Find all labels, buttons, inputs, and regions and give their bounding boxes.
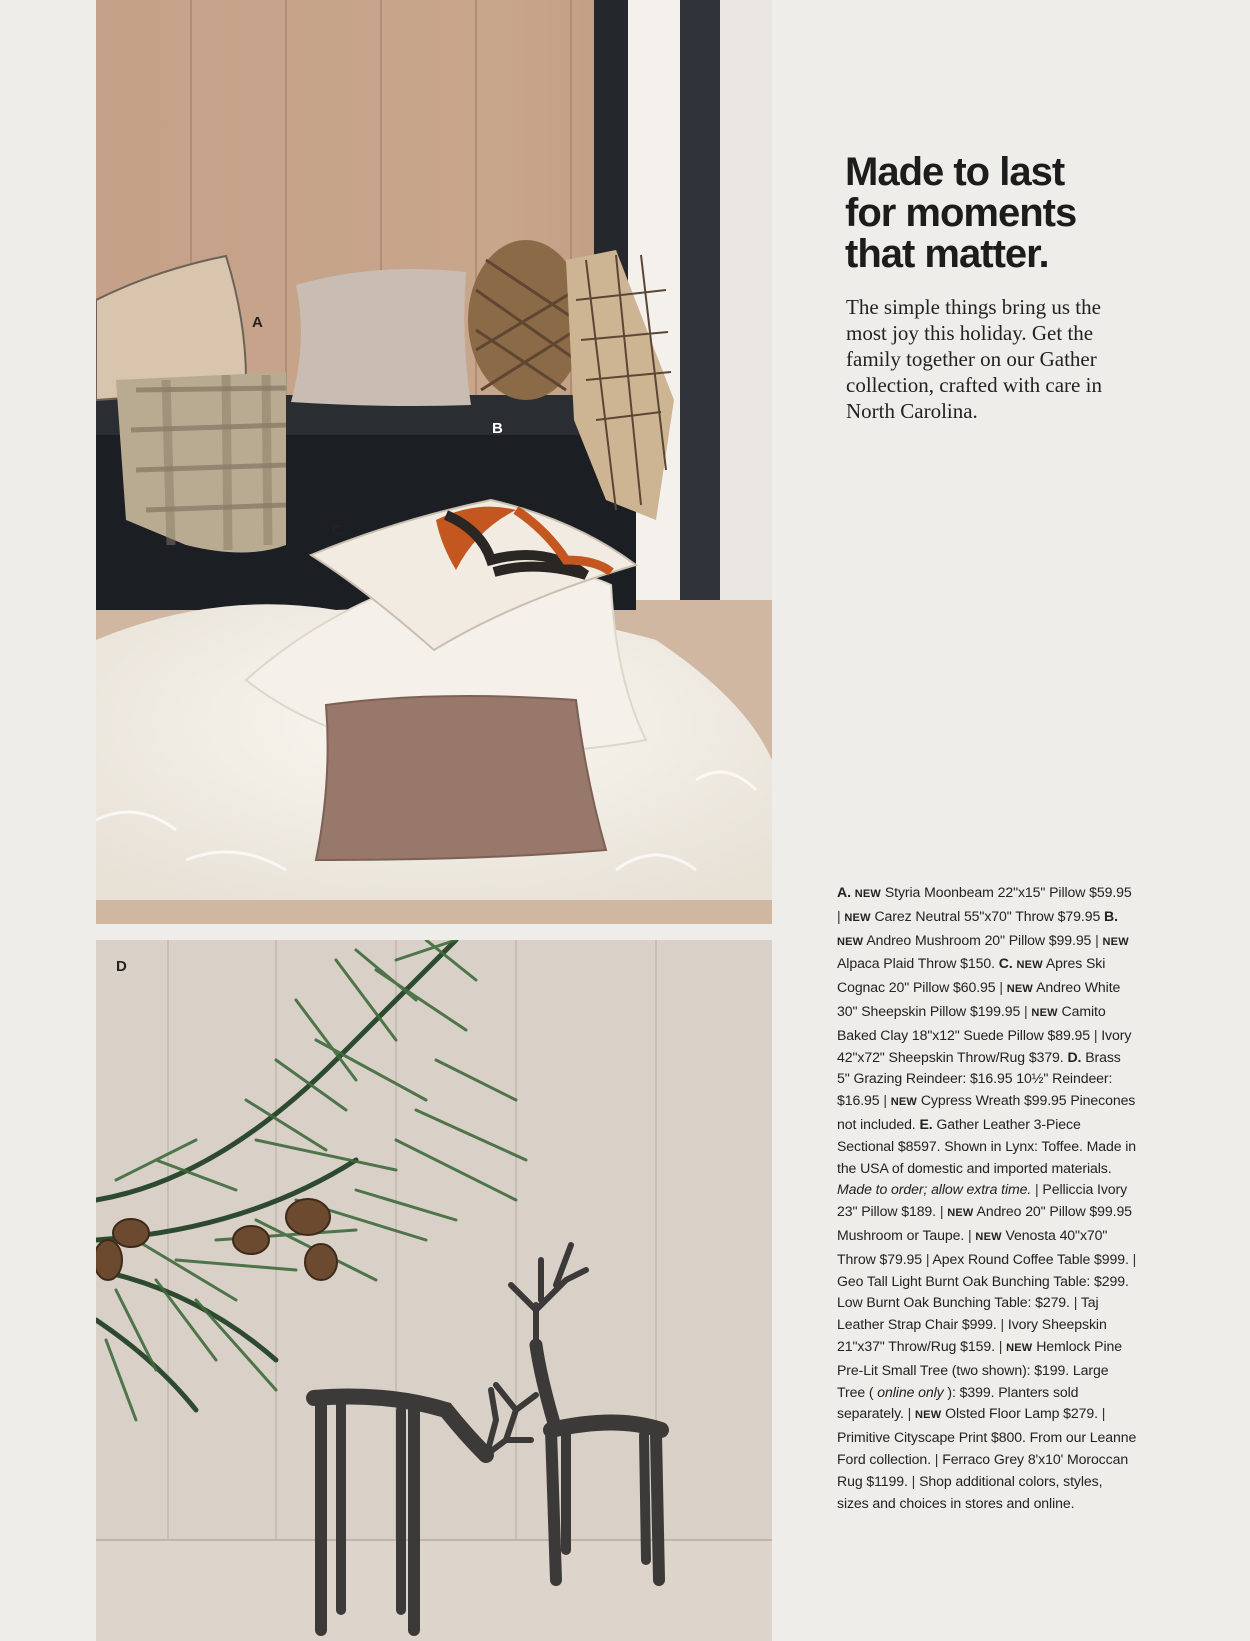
living-room-scene <box>96 0 772 924</box>
credit-separator: | <box>907 1405 912 1422</box>
credit-text: Carez Neutral 55"x70" Throw $79.95 <box>874 907 1101 924</box>
wreath-reindeer-scene <box>96 940 772 1641</box>
top-photo <box>96 0 772 924</box>
credit-separator: | <box>1095 931 1099 948</box>
photo-label-b: B <box>492 420 503 437</box>
credit-separator: | <box>1101 1405 1106 1422</box>
credit-letter: C. <box>998 955 1013 972</box>
credit-text: ): $399. Planters sold separately. <box>837 1383 1079 1422</box>
headline-line-3: that matter. <box>845 232 1049 276</box>
intro-copy: The simple things bring us the most joy this holiday. Get the family together on our Gather collection, crafted with care in North Carolina. <box>846 295 1102 423</box>
credit-separator: | <box>999 979 1003 996</box>
credit-separator: | <box>1073 1294 1078 1311</box>
credit-separator: | <box>998 1337 1003 1354</box>
credit-separator: | <box>934 1450 939 1467</box>
credit-entry <box>926 1251 1133 1267</box>
credit-text: Styria Moonbeam 22"x15" Pillow $59.95 <box>884 884 1132 900</box>
credit-letter: E. <box>919 1115 933 1132</box>
photo-label-d: D <box>116 958 127 975</box>
credit-text: Apres Ski Cognac 20" Pillow $60.95 <box>837 955 1106 996</box>
credit-note: online only <box>877 1383 944 1400</box>
new-badge: NEW <box>890 1096 917 1109</box>
credit-separator: | <box>1000 1316 1005 1333</box>
new-badge: NEW <box>1006 983 1034 996</box>
credit-note: Made to order; allow extra time. <box>837 1181 1032 1198</box>
credit-separator: | <box>1024 1002 1028 1019</box>
credit-separator: | <box>968 1226 972 1243</box>
credit-text: Pelliccia Ivory 23" Pillow $189. <box>837 1181 1128 1220</box>
credit-entry <box>837 884 1132 900</box>
credit-separator: | <box>883 1092 887 1109</box>
credit-separator: | <box>837 907 841 924</box>
credit-text: Brass 5" Grazing Reindeer: $16.95 10½" Reindeer: $16.95 <box>837 1048 1121 1109</box>
credit-text: Ivory Sheepskin 21"x37" Throw/Rug $159. <box>837 1316 1107 1354</box>
credit-separator: | <box>911 1472 916 1489</box>
headline-line-1: Made to last <box>845 150 1065 194</box>
new-badge: NEW <box>1102 935 1129 948</box>
credit-separator: | <box>939 1203 944 1220</box>
credit-text: Cypress Wreath $99.95 Pinecones not included. <box>837 1092 1136 1132</box>
credit-text: Shop additional colors, styles, sizes and choices in stores and online. <box>837 1472 1103 1511</box>
credit-text: Camito Baked Clay 18"x12" Suede Pillow $89.95 <box>837 1002 1106 1043</box>
credit-text: Alpaca Plaid Throw $150. <box>837 955 995 972</box>
photo-label-c: C <box>332 522 343 539</box>
new-badge: NEW <box>1031 1006 1058 1019</box>
new-badge: NEW <box>1016 959 1043 972</box>
new-badge: NEW <box>837 935 864 948</box>
credit-text: Geo Tall Light Burnt Oak Bunching Table: $299. Low Burnt Oak Bunching Table: $279. <box>837 1272 1129 1311</box>
credit-text: Venosta 40"x70" Throw $79.95 <box>837 1226 1108 1267</box>
credit-text: Hemlock Pine Pre-Lit Small Tree (two shown): $199. Large Tree ( <box>837 1337 1122 1400</box>
new-badge: NEW <box>975 1230 1002 1243</box>
credit-text: Andreo 20" Pillow $99.95 Mushroom or Taupe. <box>837 1203 1132 1243</box>
credit-letter: D. <box>1067 1048 1082 1065</box>
credit-text: Andreo White 30" Sheepskin Pillow $199.95 <box>837 979 1121 1019</box>
credit-entry <box>908 1405 1102 1421</box>
credit-text: Ferraco Grey 8'x10' Moroccan Rug $1199. <box>837 1450 1129 1489</box>
credit-text: Andreo Mushroom 20" Pillow $99.95 <box>866 931 1092 948</box>
credit-entry <box>837 908 1104 924</box>
credit-text: Apex Round Coffee Table $999. <box>932 1250 1129 1267</box>
new-badge: NEW <box>915 1409 942 1422</box>
credit-text: Olsted Floor Lamp $279. <box>945 1405 1098 1422</box>
headline-line-2: for moments <box>845 191 1077 235</box>
new-badge: NEW <box>947 1207 974 1220</box>
credit-text: Ivory 42"x72" Sheepskin Throw/Rug $379. <box>837 1026 1132 1065</box>
credit-text: Taj Leather Strap Chair $999. <box>837 1294 1099 1333</box>
page-headline <box>845 152 1225 275</box>
bottom-photo <box>96 940 772 1641</box>
new-badge: NEW <box>844 911 871 924</box>
photo-label-a: A <box>252 314 263 331</box>
credit-text: Gather Leather 3-Piece Sectional $8597. Shown in Lynx: Toffee. Made in the USA of domestic and imported materials. <box>837 1115 1137 1176</box>
credit-letter: B. <box>1104 907 1118 924</box>
credit-text: Primitive Cityscape Print $800. From our Leanne Ford collection. <box>837 1429 1137 1467</box>
new-badge: NEW <box>1006 1341 1033 1354</box>
new-badge: NEW <box>854 888 881 900</box>
credit-separator: | <box>1035 1181 1039 1198</box>
credit-separator: | <box>1132 1250 1137 1267</box>
credit-separator: | <box>1093 1026 1098 1043</box>
product-credits <box>837 882 1137 1514</box>
credit-separator: | <box>925 1250 930 1267</box>
credit-letter: A. <box>837 884 851 900</box>
